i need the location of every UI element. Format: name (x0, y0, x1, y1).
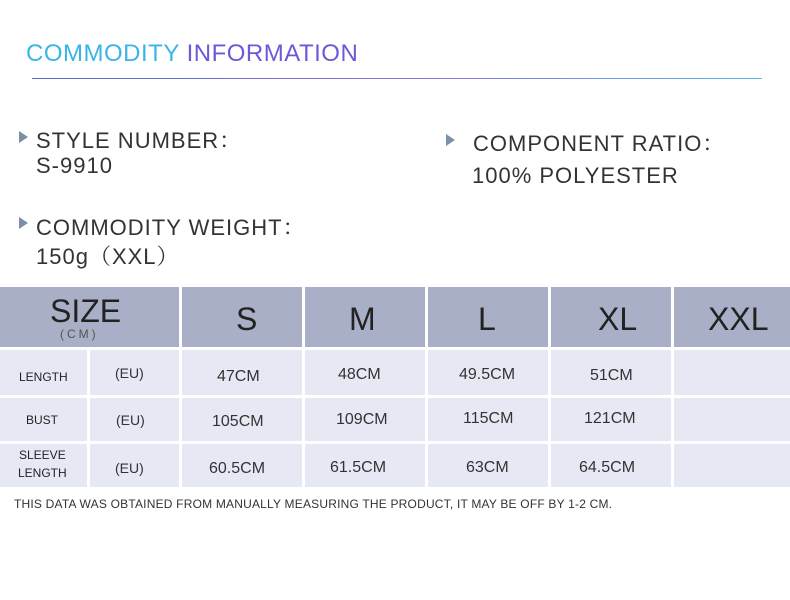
row-unit: (EU) (116, 412, 145, 428)
table-cell (305, 444, 425, 487)
title-part-commodity: COMMODITY (26, 40, 187, 67)
cell-value: 61.5CM (330, 459, 387, 476)
bullet-triangle-icon (19, 131, 28, 143)
row-label-line2: LENGTH (18, 466, 67, 480)
cell-value: 115CM (463, 410, 514, 427)
column-header-l (428, 287, 548, 347)
column-header-label: S (236, 301, 258, 337)
size-header-cell (0, 287, 179, 347)
commodity-weight-label: COMMODITY WEIGHT： (36, 215, 306, 240)
cell-value: 121CM (584, 410, 636, 427)
commodity-weight-value: 150g（XXL） (36, 244, 180, 269)
cell-value: 63CM (466, 459, 509, 476)
table-cell (428, 444, 548, 487)
table-row-label-cell (0, 350, 87, 395)
size-label: SIZE (50, 293, 122, 329)
cell-value: 60.5CM (209, 460, 266, 477)
table-cell (551, 444, 671, 487)
title-divider (32, 78, 762, 79)
table-cell (182, 350, 302, 395)
title-part-information: INFORMATION (186, 40, 359, 67)
row-unit-cell (90, 444, 179, 487)
row-label: BUST (26, 413, 59, 427)
table-cell (674, 398, 790, 441)
column-header-label: XXL (708, 301, 769, 337)
row-unit-cell (90, 398, 179, 441)
cell-value: 109CM (336, 411, 388, 428)
column-header-label: L (478, 301, 496, 337)
cell-value: 64.5CM (579, 459, 636, 476)
row-unit: (EU) (115, 460, 144, 476)
row-label-line1: SLEEVE (19, 448, 66, 462)
column-header-label: M (349, 301, 376, 337)
bullet-triangle-icon (19, 217, 28, 229)
style-number-label: STYLE NUMBER： (36, 128, 243, 153)
column-header-xxl (674, 287, 790, 347)
table-cell (182, 398, 302, 441)
component-ratio-label: COMPONENT RATIO： (473, 131, 726, 156)
size-unit: (CM) (60, 327, 99, 341)
table-cell (551, 350, 671, 395)
cell-value: 48CM (338, 366, 381, 383)
table-cell (674, 350, 790, 395)
table-cell (428, 350, 548, 395)
row-label: LENGTH (19, 370, 68, 384)
component-ratio-value: 100% POLYESTER (472, 163, 679, 188)
cell-value: 105CM (212, 413, 264, 430)
page-title (26, 40, 358, 68)
table-cell (182, 444, 302, 487)
table-row-label-cell (0, 398, 87, 441)
column-header-xl (551, 287, 671, 347)
style-number-value: S-9910 (36, 153, 113, 178)
cell-value: 47CM (217, 368, 260, 385)
column-header-s (182, 287, 302, 347)
row-unit: (EU) (115, 365, 144, 381)
column-header-label: XL (598, 301, 638, 337)
column-header-m (305, 287, 425, 347)
table-cell (674, 444, 790, 487)
cell-value: 51CM (590, 367, 633, 384)
table-cell (305, 350, 425, 395)
table-cell (551, 398, 671, 441)
row-unit-cell (90, 350, 179, 395)
table-cell (428, 398, 548, 441)
table-cell (305, 398, 425, 441)
table-row-label-cell (0, 444, 87, 487)
bullet-triangle-icon (446, 134, 455, 146)
measurement-note: THIS DATA WAS OBTAINED FROM MANUALLY MEASURING THE PRODUCT, IT MAY BE OFF BY 1-2 CM. (14, 497, 613, 511)
cell-value: 49.5CM (459, 366, 516, 383)
